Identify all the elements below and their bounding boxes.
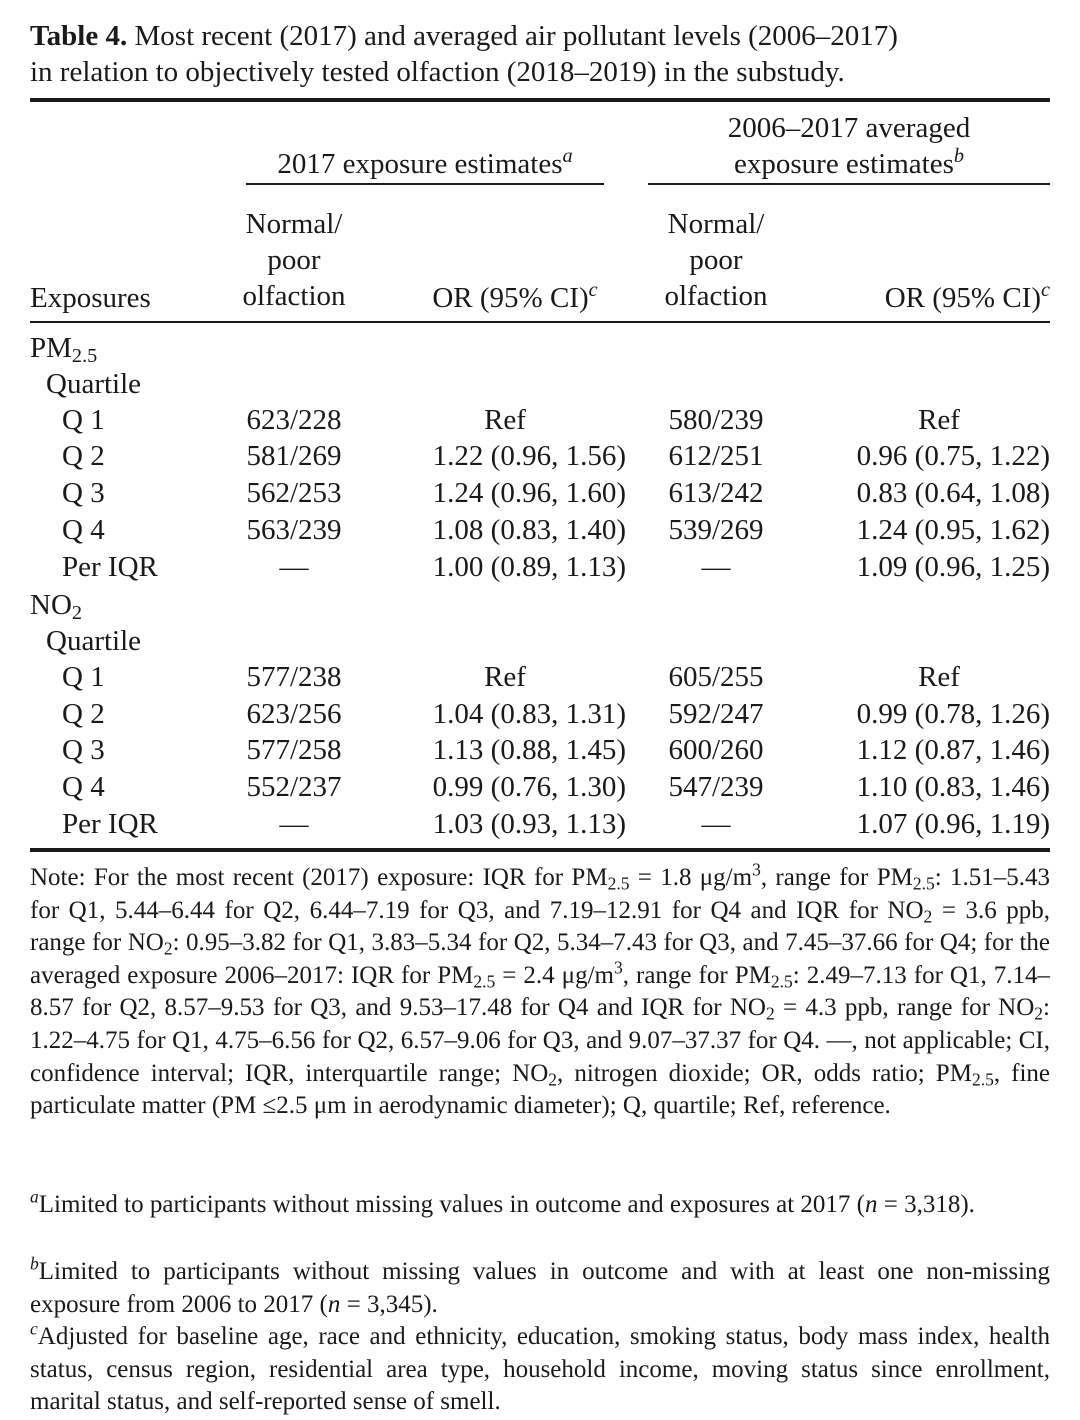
- section-title-no2: $NO_2$: [30, 589, 83, 625]
- footnote-b: $^b$Limited to participants without missing values in outcome and with at least one non-missing exposure from 2006 to 2017 (n = 3,345).: [30, 1253, 1050, 1318]
- caption-text-line1: Most recent (2017) and averaged air pollutant levels (2006–2017): [134, 20, 898, 52]
- quartile-label: Quartile: [46, 625, 142, 657]
- top-rule: [30, 98, 1050, 102]
- table-page: Table 4. Most recent (2017) and averaged air pollutant levels (2006–2017) in relation to objectively tested olfaction (2018–2019) in the substudy. 2017 exposure estimates$^a$ 2006–2017 averaged exposure estimates$^b$ Exposures Normal/ poor olfaction OR (95% CI)$^c$ Normal/ poor olfaction OR (95% CI)$^c$ $PM_{2.5}$ Quartile Q 1 623/228 Ref 580/239 Ref Q 2 581/269 1.22 (0.96, 1.56) 612/251 0.96 (0.75, 1.22) Q 3 562/253 1.24 (0.96, 1.60) 613/242 0.83 (0.64, 1.08) Q 4 563/239 1.08 (0.83, 1.40) 539/269 1.24 (0.95, 1.62) Per IQR — 1.00 (0.89, 1.13) — 1.09 (0.96, 1.25) $NO_2$ Quartile Q 1 577/238 Ref 605/255 Ref Q 2 623/256 1.04 (0.83, 1.31) 592/247 0.99 (0.78, 1.26) Q 3 577/258 1.13 (0.88, 1.45) 600/260 1.12 (0.87, 1.46) Q 4 552/237 0.99 (0.76, 1.30) 547/239 1.10 (0.83, 1.46) Per IQR — 1.03 (0.93, 1.13) — 1.07 (0.96, 1.19) Note: For the most recent (2017) exposure: IQR for $PM_{2.5} = 1.8$ $\mu g/m^3$, range for $PM_{2.5}$: 1.51–5.43 for Q1, 5.44–6.44 for Q2, 6.44–7.19 for Q3, and 7.19–12.91 for Q4 and IQR for $NO_2 = 3.6$ ppb, range for $NO_2$: 0.95–3.82 for Q1, 3.83–5.34 for Q2, 5.34–7.43 for Q3, and 7.45–37.66 for Q4; for the averaged exposure 2006–2017: IQR for $PM_{2.5} = 2.4$ $\mu g/m^3$, range for $PM_{2.5}$: 2.49–7.13 for Q1, 7.14–8.57 for Q2, 8.57–9.53 for Q3, and 9.53–17.48 for Q4 and IQR for $NO_2 = 4.3$ ppb, range for $NO_2$: 1.22–4.75 for Q1, 4.75–6.56 for Q2, 6.57–9.06 for Q3, and 9.07–37.37 for Q4. —, not applicable; CI, confidence interval; IQR, interquartile range; $NO_2$, nitrogen dioxide; OR, odds ratio; $PM_{2.5}$, fine particulate matter (PM ≤2.5 μm in aerodynamic diameter); Q, quartile; Ref, reference. $^a$Limited to participants without missing values in outcome and exposures at 2017 (n = 3,318). $^b$Limited to participants without missing values in outcome and with at least one non-missing exposure from 2006 to 2017 (n = 3,345). $^c$Adjusted for baseline age, race and ethnicity, education, smoking status, body mass index, health status, census region, residential area type, household income, moving status since enrollment, marital status, and self-reported sense of smell.: [0, 0, 1080, 1420]
- group-header-2017: 2017 exposure estimates$^a$: [277, 144, 573, 180]
- quartile-label: Quartile: [46, 368, 142, 400]
- col-header-exposures: Exposures: [30, 282, 151, 314]
- header-rule: [30, 321, 1050, 323]
- section-title-pm25: $PM_{2.5}$: [30, 332, 98, 368]
- col-header-or-avg: OR (95% CI)$^c$: [884, 278, 1050, 314]
- col-header-np-avg: Normal/ poor olfaction: [664, 208, 768, 312]
- table-label: Table 4.: [30, 20, 128, 52]
- table-note: Note: For the most recent (2017) exposure: IQR for $PM_{2.5} = 1.8$ $\mu g/m^3$, range for $PM_{2.5}$: 1.51–5.43 for Q1, 5.44–6.44 for Q2, 6.44–7.19 for Q3, and 7.19–12.91 for Q4 and IQR for $NO_2 = 3.6$ ppb, range for $NO_2$: 0.95–3.82 for Q1, 3.83–5.34 for Q2, 5.34–7.43 for Q3, and 7.45–37.66 for Q4; for the averaged exposure 2006–2017: IQR for $PM_{2.5} = 2.4$ $\mu g/m^3$, range for $PM_{2.5}$: 2.49–7.13 for Q1, 7.14–8.57 for Q2, 8.57–9.53 for Q3, and 9.53–17.48 for Q4 and IQR for $NO_2 = 4.3$ ppb, range for $NO_2$: 1.22–4.75 for Q1, 4.75–6.56 for Q2, 6.57–9.06 for Q3, and 9.07–37.37 for Q4. —, not applicable; CI, confidence interval; IQR, interquartile range; $NO_2$, nitrogen dioxide; OR, odds ratio; $PM_{2.5}$, fine particulate matter (PM ≤2.5 μm in aerodynamic diameter); Q, quartile; Ref, reference.: [30, 859, 1051, 1120]
- col-header-np-2017: Normal/ poor olfaction: [242, 208, 346, 312]
- group-rule-avg: [648, 183, 1050, 185]
- group-header-avg: 2006–2017 averaged exposure estimates$^b$: [727, 112, 971, 180]
- footnote-c: $^c$Adjusted for baseline age, race and ethnicity, education, smoking status, body mass index, health status, census region, residential area type, household income, moving status since enrollment, marital status, and self-reported sense of smell.: [30, 1318, 1050, 1416]
- caption-text-line2: in relation to objectively tested olfaction (2018–2019) in the substudy.: [30, 56, 845, 88]
- footnote-a: $^a$Limited to participants without missing values in outcome and exposures at 2017 (n = 3,318).: [30, 1186, 975, 1218]
- group-rule-2017: [246, 183, 604, 185]
- col-header-or-2017: OR (95% CI)$^c$: [432, 278, 598, 314]
- table-caption: [30, 18, 1050, 90]
- bottom-rule: [30, 848, 1050, 852]
